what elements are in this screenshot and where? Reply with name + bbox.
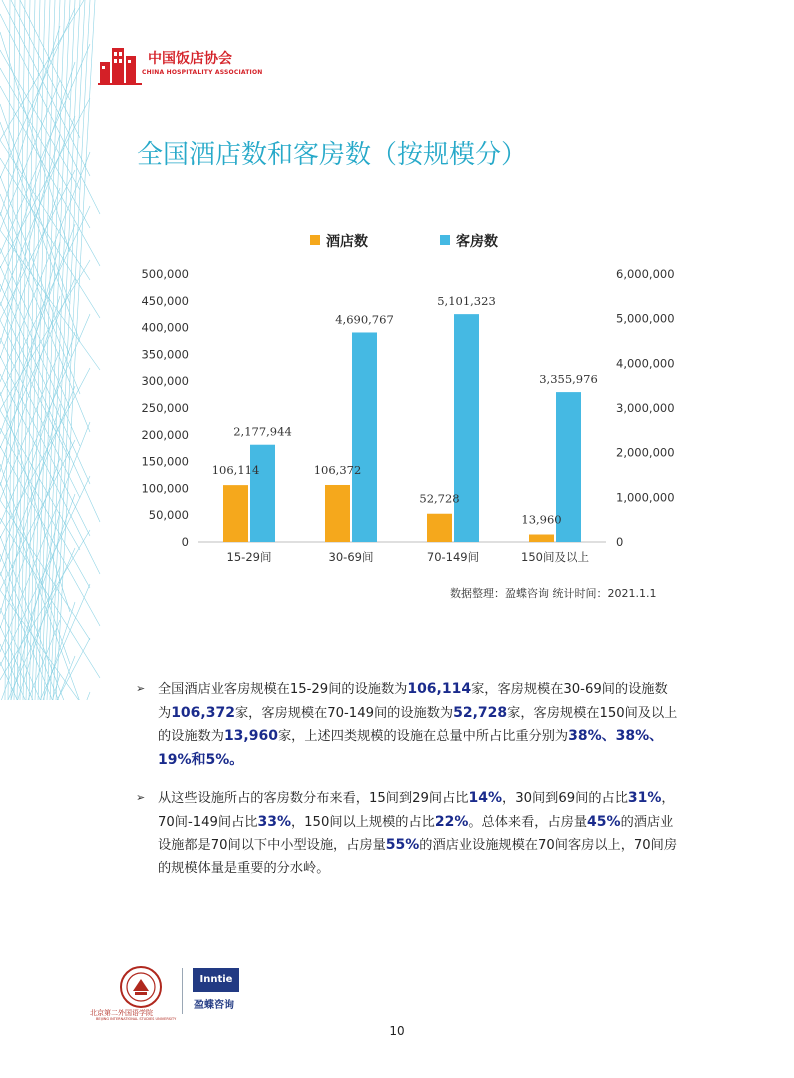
y-left-tick-label: 150,000 [141, 454, 189, 469]
association-name-cn: 中国饭店协会 [148, 51, 232, 67]
paragraph-text: 家，客房规模在70-149间的设施数为 [234, 705, 454, 721]
bullet-arrow-icon: ➢ [136, 791, 146, 804]
y-right-tick-label: 0 [616, 535, 624, 549]
paragraph-text: 全国酒店业客房规模在15-29间的设施数为 [158, 682, 408, 697]
paragraph-text: ，70间-149间占比 [158, 791, 675, 830]
inntie-name-cn: 盈蝶咨询 [194, 1000, 234, 1011]
paragraph-text: 家，客房规模在30-69间的设施数为 [158, 682, 668, 721]
paragraph-text: 家，客房规模在150间及以上的设施数为 [158, 705, 678, 744]
data-label-hotels: 106,114 [211, 463, 260, 478]
data-source-note: 数据整理：盈蝶咨询 统计时间：2021.1.1 [450, 587, 657, 600]
highlight-value: 45% [587, 813, 621, 830]
paragraph-text: 的酒店业设施都是70间以下中小型设施，占房量 [158, 814, 674, 853]
legend-label-1: 酒店数 [326, 234, 368, 250]
association-name-en: CHINA HOSPITALITY ASSOCIATION [142, 69, 263, 76]
university-name-en: BEIJING INTERNATIONAL STUDIES UNIVERSITY [96, 1017, 177, 1021]
page-title: 全国酒店数和客房数（按规模分） [137, 140, 528, 170]
data-label-rooms: 3,355,976 [539, 372, 598, 387]
bar-hotels [529, 535, 554, 542]
highlight-value: 33% [257, 813, 291, 830]
data-label-rooms: 4,690,767 [335, 312, 394, 327]
page-number: 10 [389, 1024, 405, 1038]
data-label-rooms: 2,177,944 [233, 424, 292, 439]
legend-label-2: 客房数 [456, 234, 498, 250]
inntie-logo: Inntie [193, 968, 239, 992]
bar-rooms [352, 332, 377, 542]
highlight-value: 52,728 [453, 704, 508, 721]
highlight-value: 22% [434, 813, 469, 830]
highlight-value: 106,114 [407, 681, 472, 697]
bar-hotels [325, 485, 350, 542]
bullet-paragraph-1 [136, 678, 680, 772]
legend-swatch-2 [440, 235, 450, 245]
y-right-tick-label: 3,000,000 [616, 401, 675, 415]
highlight-value: 38%、38%、19%和5%。 [158, 728, 664, 768]
data-label-hotels: 106,372 [313, 462, 362, 477]
y-left-tick-label: 450,000 [141, 293, 189, 308]
y-left-tick-label: 0 [181, 535, 189, 549]
analysis-bullets [136, 678, 680, 895]
bar-rooms [250, 445, 275, 542]
paragraph-text: ，30间到69间的占比 [502, 791, 628, 806]
y-left-tick-label: 300,000 [141, 374, 189, 389]
highlight-value: 13,960 [223, 728, 278, 744]
paragraph-text: 。总体来看，占房量 [468, 814, 588, 830]
data-label-hotels: 13,960 [521, 512, 562, 527]
y-right-tick-label: 2,000,000 [616, 445, 675, 460]
x-tick-label: 150间及以上 [521, 550, 589, 564]
paragraph-text: 的酒店业设施规模在70间客房以上，70间房的规模体量是重要的分水岭。 [158, 838, 678, 876]
bullet-paragraph-2 [136, 787, 680, 880]
y-left-tick-label: 50,000 [148, 508, 189, 523]
legend-swatch-1 [310, 235, 320, 245]
bullet-arrow-icon: ➢ [136, 682, 146, 695]
paragraph-text: 从这些设施所占的客房数分布来看，15间到29间占比 [158, 791, 469, 806]
x-tick-label: 15-29间 [226, 550, 272, 564]
university-name: 北京第二外国语学院 [90, 1009, 153, 1017]
highlight-value: 14% [468, 790, 503, 806]
y-left-tick-label: 350,000 [141, 347, 189, 362]
university-seal-icon [120, 966, 162, 1008]
y-left-tick-label: 500,000 [141, 267, 189, 281]
x-tick-label: 30-69间 [328, 550, 374, 564]
data-label-hotels: 52,728 [419, 491, 460, 506]
logo-divider [182, 968, 183, 1014]
data-label-rooms: 5,101,323 [437, 294, 496, 309]
bar-hotels [223, 485, 248, 542]
y-left-tick-label: 400,000 [141, 320, 189, 335]
highlight-value: 106,372 [171, 704, 235, 721]
y-right-tick-label: 6,000,000 [616, 267, 675, 281]
y-right-tick-label: 4,000,000 [616, 356, 675, 371]
highlight-value: 31% [627, 790, 662, 806]
y-left-tick-label: 250,000 [141, 401, 189, 415]
footer-logos [88, 962, 258, 1022]
y-right-tick-label: 1,000,000 [616, 490, 675, 505]
y-right-tick-label: 5,000,000 [616, 311, 675, 326]
y-left-tick-label: 100,000 [141, 481, 189, 496]
bar-rooms [454, 314, 479, 542]
highlight-value: 55% [385, 837, 420, 853]
paragraph-text: 家，上述四类规模的设施在总量中所占比重分别为 [277, 729, 569, 744]
x-tick-label: 70-149间 [426, 550, 480, 564]
paragraph-text: ，150间以上规模的占比 [290, 814, 435, 830]
bar-hotels [427, 514, 452, 542]
y-left-tick-label: 200,000 [141, 427, 189, 442]
